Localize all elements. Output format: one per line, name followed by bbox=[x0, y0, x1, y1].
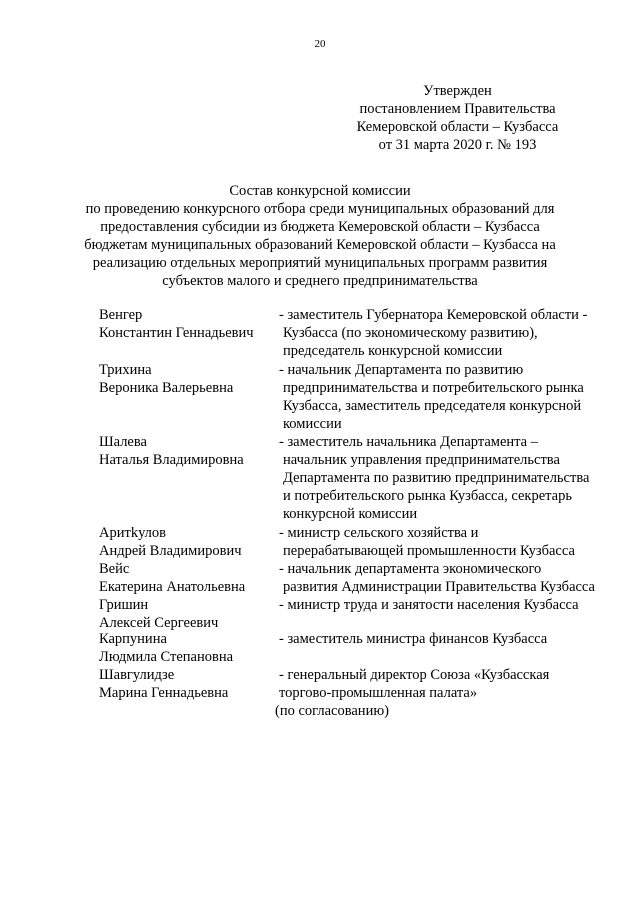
title-line: по проведению конкурсного отбора среди муниципальных образований для bbox=[85, 201, 555, 217]
member-given-name: Людмила Степановна bbox=[99, 649, 234, 665]
member-name bbox=[99, 433, 274, 469]
approval-line: постановлением Правительства bbox=[359, 101, 556, 117]
role-line: предпринимательства и потребительского рынка bbox=[283, 380, 584, 396]
title-line: Состав конкурсной комиссии bbox=[229, 183, 411, 199]
title-line: реализацию отдельных мероприятий муниципальных программ развития bbox=[92, 255, 548, 271]
member-surname: Трихина bbox=[99, 362, 152, 378]
role-line: - министр труда и занятости населения Кузбасса bbox=[279, 597, 579, 613]
role-line: - начальник Департамента по развитию bbox=[279, 362, 524, 378]
member-name bbox=[99, 666, 274, 702]
role-line: - заместитель министра финансов Кузбасса bbox=[279, 631, 548, 647]
title-line: бюджетам муниципальных образований Кемеровской области – Кузбасса на bbox=[84, 237, 556, 253]
member-given-name: Андрей Владимирович bbox=[99, 543, 242, 559]
role-line: (по согласованию) bbox=[275, 703, 389, 719]
role-line: - заместитель Губернатора Кемеровской области - bbox=[279, 307, 588, 323]
role-line: комиссии bbox=[283, 416, 342, 432]
member-role bbox=[275, 666, 609, 720]
role-line: торгово-промышленная палата» bbox=[279, 685, 478, 701]
member-surname: Аритkулов bbox=[99, 525, 167, 541]
member-surname: Гришин bbox=[99, 597, 149, 613]
role-line: Кузбасса (по экономическому развитию), bbox=[283, 325, 538, 341]
member-given-name: Вероника Валерьевна bbox=[99, 380, 234, 396]
member-surname: Венгер bbox=[99, 307, 143, 323]
title-line: предоставления субсидии из бюджета Кемеровской области – Кузбасса bbox=[100, 219, 540, 235]
member-surname: Шалева bbox=[99, 434, 147, 450]
member-surname: Карпунина bbox=[99, 631, 167, 647]
member-given-name: Екатерина Анатольевна bbox=[99, 579, 246, 595]
role-line: и потребительского рынка Кузбасса, секретарь bbox=[283, 488, 572, 504]
role-line: перерабатывающей промышленности Кузбасса bbox=[283, 543, 575, 559]
member-role bbox=[279, 433, 609, 523]
role-line: начальник управления предпринимательства bbox=[283, 452, 560, 468]
role-line: развития Администрации Правительства Кузбасса bbox=[283, 579, 595, 595]
role-line: Департамента по развитию предпринимательства bbox=[283, 470, 590, 486]
member-given-name: Константин Геннадьевич bbox=[99, 325, 254, 341]
member-role bbox=[279, 361, 609, 433]
member-role bbox=[279, 630, 609, 648]
member-name bbox=[99, 596, 274, 632]
member-name bbox=[99, 524, 274, 560]
role-line: - заместитель начальника Департамента – bbox=[279, 434, 538, 450]
role-line: Кузбасса, заместитель председателя конкурсной bbox=[283, 398, 582, 414]
member-role bbox=[279, 560, 609, 596]
member-given-name: Марина Геннадьевна bbox=[99, 685, 229, 701]
member-given-name: Наталья Владимировна bbox=[99, 452, 244, 468]
approval-line: Кемеровской области – Кузбасса bbox=[356, 119, 559, 135]
approval-line: от 31 марта 2020 г. № 193 bbox=[378, 137, 537, 153]
member-name bbox=[99, 306, 274, 342]
document-title bbox=[60, 182, 580, 290]
role-line: - генеральный директор Союза «Кузбасская bbox=[279, 667, 550, 683]
role-line: председатель конкурсной комиссии bbox=[283, 343, 503, 359]
member-name bbox=[99, 560, 274, 596]
title-line: субъектов малого и среднего предпринимательства bbox=[162, 273, 478, 289]
role-line: - министр сельского хозяйства и bbox=[279, 525, 479, 541]
member-name bbox=[99, 630, 274, 666]
approval-block bbox=[350, 82, 565, 154]
member-role bbox=[279, 524, 609, 560]
member-name bbox=[99, 361, 274, 397]
member-role bbox=[279, 596, 609, 614]
member-surname: Вейс bbox=[99, 561, 130, 577]
member-role bbox=[279, 306, 609, 360]
role-line: - начальник департамента экономического bbox=[279, 561, 542, 577]
role-line: конкурсной комиссии bbox=[283, 506, 418, 522]
member-given-name: Алексей Сергеевич bbox=[99, 615, 219, 631]
page-number: 20 bbox=[314, 38, 326, 50]
approval-line: Утвержден bbox=[423, 83, 492, 99]
member-surname: Шавгулидзе bbox=[99, 667, 175, 683]
